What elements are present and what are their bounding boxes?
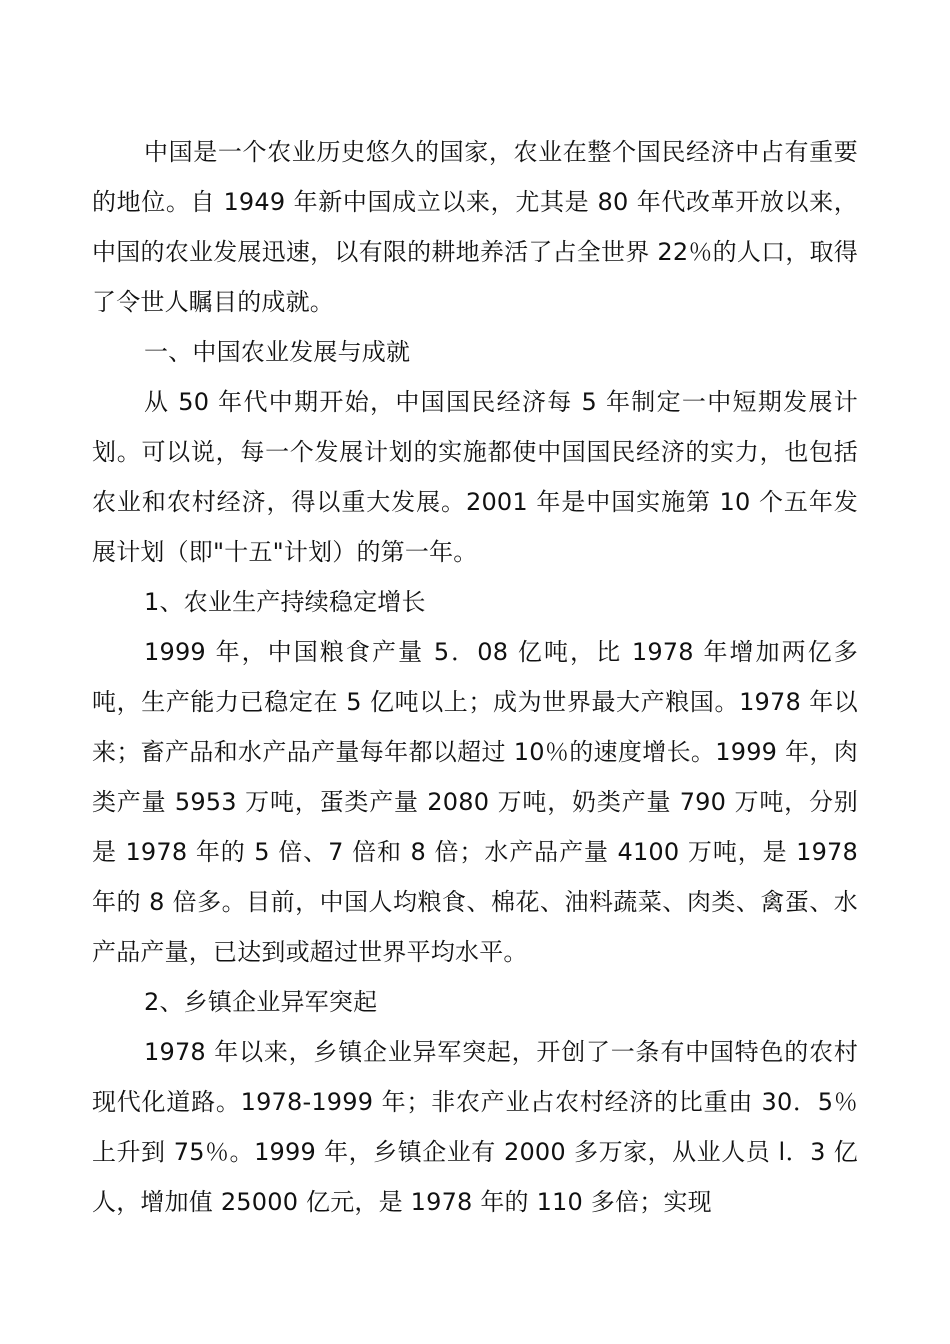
- intro-paragraph: 中国是一个农业历史悠久的国家，农业在整个国民经济中占有重要的地位。自 1949 年新中国成立以来，尤其是 80 年代改革开放以来，中国的农业发展迅速，以有限的耕地养活了占全世界 22％的人口，取得了令世人瞩目的成就。: [92, 138, 858, 316]
- subheading-agricultural-growth: 1、农业生产持续稳定增长: [144, 588, 426, 616]
- document-body: [92, 127, 858, 1227]
- subheading-township-enterprises: 2、乡镇企业异军突起: [144, 988, 378, 1016]
- township-enterprises-paragraph: 1978 年以来，乡镇企业异军突起，开创了一条有中国特色的农村现代化道路。1978-1999 年；非农产业占农村经济的比重由 30．5％上升到 75％。1999 年，乡镇企业有 2000 多万家，从业人员 l．3 亿人，增加值 25000 亿元，是 1978 年的 110 多倍；实现: [92, 1038, 858, 1216]
- section-heading-achievements: 一、中国农业发展与成就: [144, 338, 411, 366]
- five-year-plan-paragraph: 从 50 年代中期开始，中国国民经济每 5 年制定一中短期发展计划。可以说，每一个发展计划的实施都使中国国民经济的实力，也包括农业和农村经济，得以重大发展。2001 年是中国实施第 10 个五年发展计划（即"十五"计划）的第一年。: [92, 388, 858, 566]
- production-paragraph: 1999 年，中国粮食产量 5．08 亿吨，比 1978 年增加两亿多吨，生产能力已稳定在 5 亿吨以上；成为世界最大产粮国。1978 年以来；畜产品和水产品产量每年都以超过 10％的速度增长。1999 年，肉类产量 5953 万吨，蛋类产量 2080 万吨，奶类产量 790 万吨，分别是 1978 年的 5 倍、7 倍和 8 倍；水产品产量 4100 万吨，是 1978 年的 8 倍多。目前，中国人均粮食、棉花、油料蔬菜、肉类、禽蛋、水产品产量，已达到或超过世界平均水平。: [92, 638, 858, 966]
